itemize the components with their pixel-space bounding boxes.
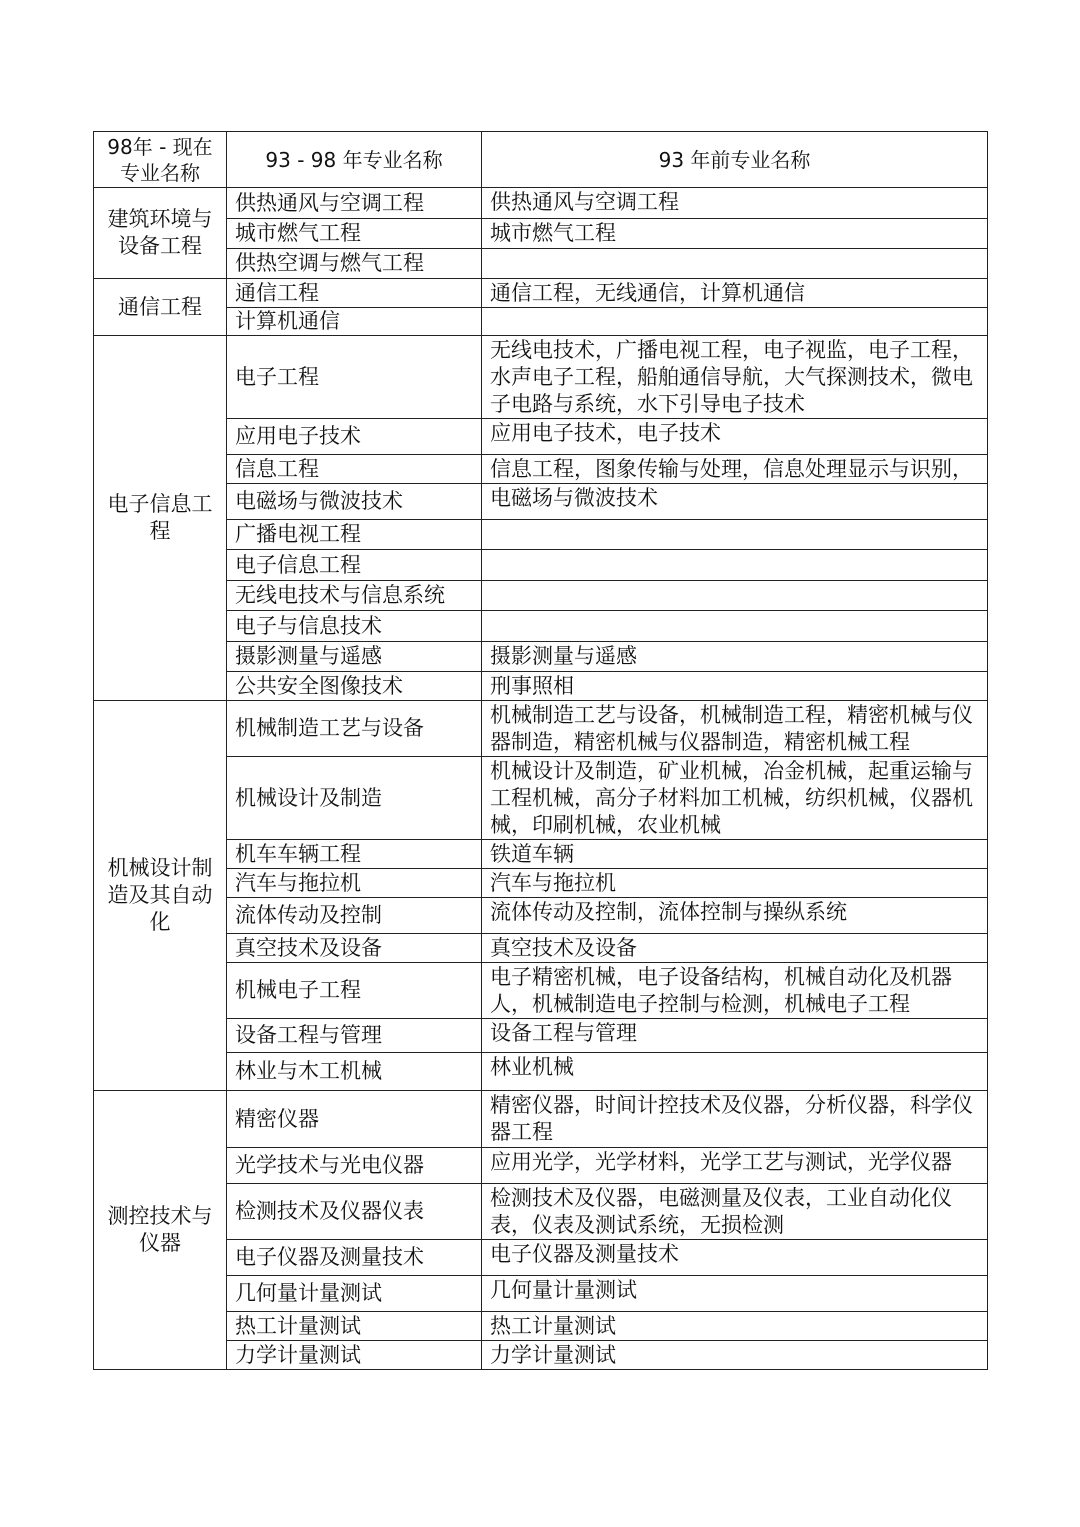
table-row [94,279,988,308]
before-name-cell: 无线电技术，广播电视工程，电子视监，电子工程，水声电子工程，船舶通信导航，大气探测技术，微电子电路与系统，水下引导电子技术 [482,336,988,419]
table-row [94,219,988,249]
before-name-cell: 精密仪器，时间计控技术及仪器，分析仪器，科学仪器工程 [482,1091,988,1148]
table-row [94,701,988,757]
table-row [94,484,988,520]
mid-name-cell: 流体传动及控制 [227,898,482,934]
category-cell: 电子信息工程 [94,336,227,701]
table-row [94,757,988,840]
mid-name-cell: 摄影测量与遥感 [227,642,482,672]
table-row [94,1019,988,1053]
table-row [94,1184,988,1240]
mid-name-cell: 设备工程与管理 [227,1019,482,1053]
table-body [94,132,988,1370]
mid-name-cell: 城市燃气工程 [227,219,482,249]
header-current-name: 98年 - 现在 专业名称 [94,132,227,188]
before-name-cell [482,581,988,611]
table-row [94,672,988,701]
mid-name-cell: 电子信息工程 [227,550,482,581]
mid-name-cell: 机械电子工程 [227,963,482,1019]
table-row [94,898,988,934]
mid-name-cell: 电子仪器及测量技术 [227,1240,482,1276]
before-name-cell: 铁道车辆 [482,840,988,869]
before-name-cell: 热工计量测试 [482,1312,988,1341]
before-name-cell: 信息工程，图象传输与处理，信息处理显示与识别， [482,455,988,484]
category-cell: 测控技术与仪器 [94,1091,227,1370]
before-name-cell: 汽车与拖拉机 [482,869,988,898]
before-name-cell: 应用电子技术，电子技术 [482,419,988,455]
mid-name-cell: 精密仪器 [227,1091,482,1148]
mid-name-cell: 电子工程 [227,336,482,419]
table-row [94,840,988,869]
category-cell: 通信工程 [94,279,227,336]
category-cell: 机械设计制造及其自动化 [94,701,227,1091]
before-name-cell: 刑事照相 [482,672,988,701]
before-name-cell [482,550,988,581]
table-row [94,1091,988,1148]
before-name-cell: 流体传动及控制，流体控制与操纵系统 [482,898,988,934]
table-row [94,1312,988,1341]
before-name-cell [482,249,988,279]
header-before-93-name: 93 年前专业名称 [482,132,988,188]
mid-name-cell: 供热通风与空调工程 [227,188,482,219]
mid-name-cell: 电磁场与微波技术 [227,484,482,520]
major-name-table [93,131,988,1370]
before-name-cell: 设备工程与管理 [482,1019,988,1053]
table-row [94,249,988,279]
before-name-cell: 摄影测量与遥感 [482,642,988,672]
before-name-cell: 应用光学，光学材料，光学工艺与测试，光学仪器 [482,1148,988,1184]
mid-name-cell: 电子与信息技术 [227,611,482,642]
mid-name-cell: 通信工程 [227,279,482,308]
category-cell: 建筑环境与设备工程 [94,188,227,279]
mid-name-cell: 广播电视工程 [227,520,482,550]
before-name-cell: 电子仪器及测量技术 [482,1240,988,1276]
before-name-cell: 检测技术及仪器，电磁测量及仪表，工业自动化仪表，仪表及测试系统，无损检测 [482,1184,988,1240]
mid-name-cell: 公共安全图像技术 [227,672,482,701]
mid-name-cell: 几何量计量测试 [227,1276,482,1312]
table-row [94,1276,988,1312]
before-name-cell: 几何量计量测试 [482,1276,988,1312]
mid-name-cell: 林业与木工机械 [227,1053,482,1091]
table-row [94,550,988,581]
table-row [94,1341,988,1370]
table-row [94,1148,988,1184]
before-name-cell: 供热通风与空调工程 [482,188,988,219]
table-row [94,455,988,484]
before-name-cell: 电磁场与微波技术 [482,484,988,520]
table-row [94,611,988,642]
mid-name-cell: 热工计量测试 [227,1312,482,1341]
before-name-cell [482,308,988,336]
before-name-cell: 真空技术及设备 [482,934,988,963]
table-row [94,934,988,963]
table-row [94,642,988,672]
mid-name-cell: 真空技术及设备 [227,934,482,963]
header-93-98-name: 93 - 98 年专业名称 [227,132,482,188]
mid-name-cell: 检测技术及仪器仪表 [227,1184,482,1240]
before-name-cell: 机械设计及制造，矿业机械，冶金机械，起重运输与工程机械，高分子材料加工机械，纺织机械，仪器机械，印刷机械，农业机械 [482,757,988,840]
mid-name-cell: 汽车与拖拉机 [227,869,482,898]
before-name-cell: 力学计量测试 [482,1341,988,1370]
before-name-cell [482,520,988,550]
mid-name-cell: 机车车辆工程 [227,840,482,869]
before-name-cell: 林业机械 [482,1053,988,1091]
before-name-cell: 城市燃气工程 [482,219,988,249]
mid-name-cell: 机械设计及制造 [227,757,482,840]
mid-name-cell: 应用电子技术 [227,419,482,455]
mid-name-cell: 机械制造工艺与设备 [227,701,482,757]
mid-name-cell: 光学技术与光电仪器 [227,1148,482,1184]
before-name-cell: 机械制造工艺与设备，机械制造工程，精密机械与仪器制造，精密机械与仪器制造，精密机械工程 [482,701,988,757]
table-row [94,963,988,1019]
mid-name-cell: 无线电技术与信息系统 [227,581,482,611]
table-row [94,581,988,611]
header-row [94,132,988,188]
mid-name-cell: 力学计量测试 [227,1341,482,1370]
mid-name-cell: 供热空调与燃气工程 [227,249,482,279]
mid-name-cell: 信息工程 [227,455,482,484]
before-name-cell: 通信工程，无线通信，计算机通信 [482,279,988,308]
table-row [94,1240,988,1276]
table-row [94,188,988,219]
before-name-cell [482,611,988,642]
table-row [94,869,988,898]
table-row [94,308,988,336]
table-row [94,336,988,419]
before-name-cell: 电子精密机械，电子设备结构，机械自动化及机器人，机械制造电子控制与检测，机械电子工程 [482,963,988,1019]
table-row [94,520,988,550]
table-row [94,419,988,455]
mid-name-cell: 计算机通信 [227,308,482,336]
table-row [94,1053,988,1091]
